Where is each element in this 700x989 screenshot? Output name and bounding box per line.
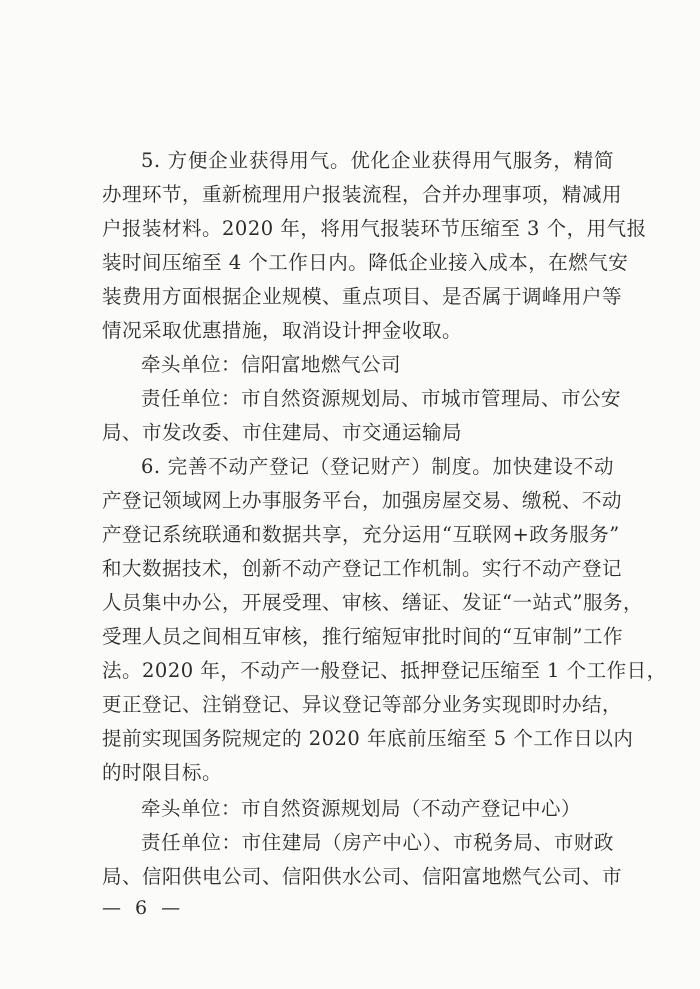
responsible-unit-cont: 局、市发改委、市住建局、市交通运输局 [102,421,463,444]
item5-heading-line: 5. 方便企业获得用气。优化企业获得用气服务，精简 [141,149,614,172]
responsible-unit: 责任单位：市自然资源规划局、市城市管理局、市公安 [141,387,622,410]
paragraph-line: 产登记系统联通和数据共享，充分运用“互联网+政务服务” [102,523,620,546]
item6-heading-line: 6. 完善不动产登记（登记财产）制度。加快建设不动 [141,455,614,478]
paragraph-line: 和大数据技术，创新不动产登记工作机制。实行不动产登记 [102,557,623,580]
paragraph-line: 提前实现国务院规定的 2020 年底前压缩至 5 个工作日以内 [102,727,634,750]
responsible-unit-cont: 局、信阳供电公司、信阳供水公司、信阳富地燃气公司、市 [102,865,623,888]
paragraph-line: 情况采取优惠措施，取消设计押金收取。 [102,319,463,342]
lead-unit: 牵头单位：市自然资源规划局（不动产登记中心） [141,797,582,820]
paragraph-line: 人员集中办公，开展受理、审核、缮证、发证“一站式”服务， [102,591,643,614]
paragraph-line: 装费用方面根据企业规模、重点项目、是否属于调峰用户等 [102,285,623,308]
paragraph-line: 户报装材料。2020 年，将用气报装环节压缩至 3 个，用气报 [102,217,647,240]
responsible-unit: 责任单位：市住建局（房产中心）、市税务局、市财政 [141,831,614,854]
paragraph-line: 装时间压缩至 4 个工作日内。降低企业接入成本，在燃气安 [102,251,629,274]
lead-unit: 牵头单位：信阳富地燃气公司 [141,353,402,376]
paragraph-line: 的时限目标。 [102,761,223,784]
paragraph-line: 办理环节，重新梳理用户报装流程，合并办理事项，精减用 [102,183,623,206]
paragraph-line: 受理人员之间相互审核，推行缩短审批时间的“互审制”工作 [102,625,623,648]
paragraph-line: 产登记领域网上办事服务平台，加强房屋交易、缴税、不动 [102,489,623,512]
paragraph-line: 更正登记、注销登记、异议登记等部分业务实现即时办结， [102,693,623,716]
page-number: — 6 — [102,897,185,919]
paragraph-line: 法。2020 年，不动产一般登记、抵押登记压缩至 1 个工作日， [102,659,667,682]
